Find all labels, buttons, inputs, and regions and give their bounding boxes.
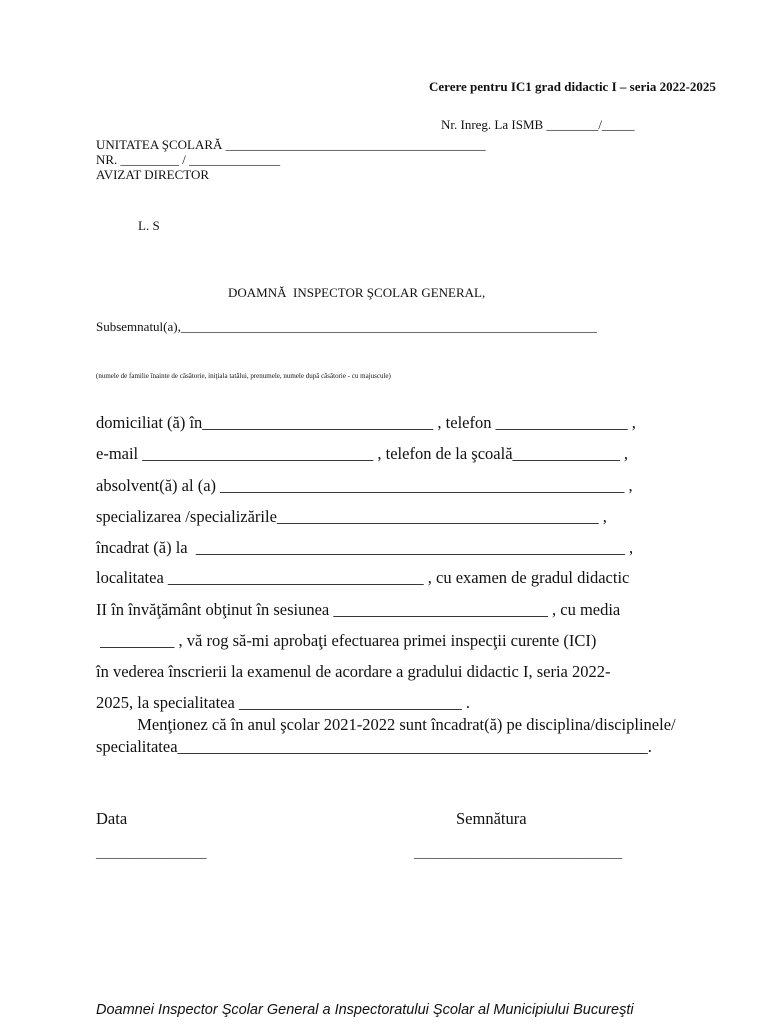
body-line-specialty: 2025, la specialitatea ___________________________ . (96, 693, 470, 712)
body-line-employed: încadrat (ă) la ____________________________________________________ , (96, 538, 634, 557)
stamp-placeholder: L. S (138, 218, 160, 233)
body-line-exam: în vederea înscrierii la examenul de acordare a gradului didactic I, seria 2022- (96, 662, 611, 681)
date-label: Data (96, 809, 128, 828)
signature-label: Semnătura (456, 809, 527, 828)
school-unit-line: UNITATEA ŞCOLARĂ ________________________________________ (96, 137, 486, 152)
director-approval: AVIZAT DIRECTOR (96, 167, 210, 182)
signature-line: ________________________________ (414, 845, 622, 860)
body-line-graduate: absolvent(ă) al (a) _________________________________________________ , (96, 476, 633, 495)
body-line-request: _________ , vă rog să-mi aprobaţi efectuarea primei inspecţii curente (ICI) (96, 631, 597, 650)
body-line-domicile: domiciliat (ă) în____________________________ , telefon ________________ , (96, 413, 636, 432)
body-line-mention: Menţionez că în anul şcolar 2021-2022 sunt încadrat(ă) pe disciplina/disciplinele/ (96, 715, 676, 734)
registration-number: Nr. Inreg. La ISMB ________/_____ (441, 117, 635, 132)
undersigned-line: Subsemnatul(a),________________________________________________________________ (96, 319, 597, 334)
body-line-discipline: specialitatea_________________________________________________________. (96, 737, 652, 756)
name-hint: (numele de familie înainte de căsătorie, iniţiala tatălui, prenumele, numele după căsătorie - cu majuscule) (96, 372, 391, 380)
salutation: DOAMNĂ INSPECTOR ŞCOLAR GENERAL, (228, 285, 486, 300)
body-line-email: e-mail ____________________________ , telefon de la şcoală_____________ , (96, 444, 629, 463)
body-line-locality: localitatea _______________________________ , cu examen de gradul didactic (96, 568, 630, 587)
form-title: Cerere pentru IC1 grad didactic I – seria 2022-2025 (429, 79, 716, 94)
body-line-session: II în învăţământ obţinut în sesiunea __________________________ , cu media (96, 600, 621, 619)
date-line: _________________ (96, 845, 207, 860)
footer-addressee: Doamnei Inspector Şcolar General a Inspectoratului Şcolar al Municipiului Bucureşti (96, 1002, 634, 1018)
school-number-line: NR. _________ / ______________ (96, 152, 281, 167)
body-line-specialization: specializarea /specializările_______________________________________ , (96, 507, 607, 526)
